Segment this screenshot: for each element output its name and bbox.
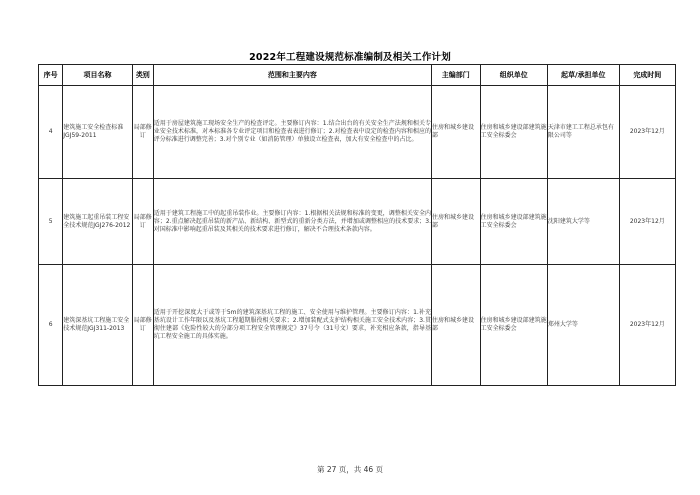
cell-date: 2023年12月 [619, 265, 675, 386]
cell-name: 建筑施工起重吊装工程安全技术规范JGJ276-2012 [63, 179, 133, 265]
header-name: 项目名称 [63, 65, 133, 86]
cell-dept: 住房和城乡建设部 [432, 86, 481, 179]
cell-name: 建筑深基坑工程施工安全技术规范JGJ311-2013 [63, 265, 133, 386]
cell-date: 2023年12月 [619, 179, 675, 265]
work-plan-table [38, 64, 676, 386]
cell-category: 局部修订 [132, 179, 153, 265]
header-org: 组织单位 [480, 65, 547, 86]
header-date: 完成时间 [619, 65, 675, 86]
cell-date: 2023年12月 [619, 86, 675, 179]
header-unit: 起草/承担单位 [547, 65, 619, 86]
cell-dept: 住房和城乡建设部 [432, 179, 481, 265]
cell-unit: 天津市建工工程总承包有限公司等 [547, 86, 619, 179]
table-row [39, 265, 676, 386]
header-no: 序号 [39, 65, 63, 86]
cell-org: 住房和城乡建设部建筑施工安全标委会 [480, 86, 547, 179]
cell-scope: 适用于建筑工程施工中的起重吊装作业。主要修订内容：1.根据相关法规和标准的变更，调整相关安全内容；2.重点解决起重吊装的新产品、新结构、新型式的重新分类方法，并增加或调整相应的技术要求；3.对国标准中影响起重吊装及其相关的技术要求进行修订，解决不合理技术条款内容。 [153, 179, 431, 265]
cell-name: 建筑施工安全检查标准JGJ59-2011 [63, 86, 133, 179]
document-title: 2022年工程建设规范标准编制及相关工作计划 [249, 52, 451, 63]
cell-scope: 适用于房屋建筑施工现场安全生产的检查评定。主要修订内容：1.结合出台的有关安全生产法规和相关专业安全技术标准，对本标准各专业评定项目和检查表表进行修订；2.对检查表中设定的检查内容和相应的评分标准进行调整完善；3.对个别专业（如消防管理）单独设立检查表，加大有安全检查中的占比。 [153, 86, 431, 179]
header-category: 类别 [132, 65, 153, 86]
table-row [39, 179, 676, 265]
page-number: 第 27 页，共 46 页 [316, 465, 384, 474]
cell-org: 住房和城乡建设部建筑施工安全标委会 [480, 265, 547, 386]
header-scope: 范围和主要内容 [153, 65, 431, 86]
cell-dept: 住房和城乡建设部 [432, 265, 481, 386]
table-header-row [39, 65, 676, 86]
cell-unit: 沈阳建筑大学等 [547, 179, 619, 265]
table-row [39, 86, 676, 179]
cell-category: 局部修订 [132, 86, 153, 179]
cell-no: 6 [39, 265, 63, 386]
cell-scope: 适用于开挖深度大于或等于5m的建筑深基坑工程的施工、安全使用与维护管理。主要修订内容：1.补充基坑设计工作年限以及基坑工程超期服役相关要求；2.增加装配式支护结构相关施工安全技术内容；3.贯彻住建部《危险性较大的分部分项工程安全管理规定》37号令（31号文）要求，补充相应条款，指导基坑工程安全施工的具体实施。 [153, 265, 431, 386]
cell-category: 局部修订 [132, 265, 153, 386]
header-dept: 主编部门 [432, 65, 481, 86]
cell-unit: 郑州大学等 [547, 265, 619, 386]
cell-org: 住房和城乡建设部建筑施工安全标委会 [480, 179, 547, 265]
cell-no: 4 [39, 86, 63, 179]
cell-no: 5 [39, 179, 63, 265]
